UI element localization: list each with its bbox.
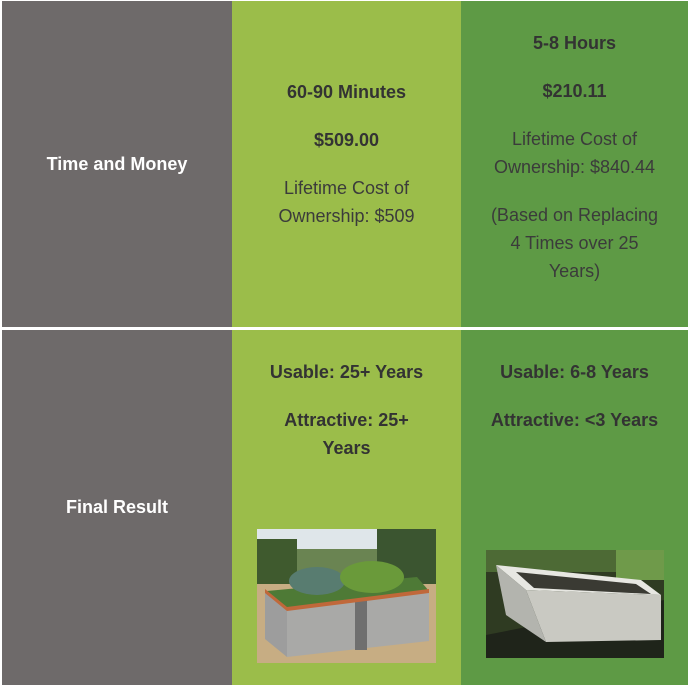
lifetime-cost: Lifetime Cost of Ownership: $509 (278, 178, 415, 226)
price: $210.11 (542, 81, 607, 101)
install-time: 60-90 Minutes (286, 82, 407, 102)
price: $509.00 (313, 130, 380, 150)
cell-final-result-option-1 (232, 330, 461, 685)
lifetime-cost: Lifetime Cost of Ownership: $840.44 (493, 129, 656, 177)
row-header-time-and-money (2, 1, 232, 327)
row-label: Final Result (65, 497, 168, 517)
usable-years: Usable: 25+ Years (269, 362, 424, 382)
metal-raised-bed-photo (257, 529, 436, 663)
attractive-years: Attractive: 25+ Years (284, 410, 409, 458)
cell-time-money-option-1 (232, 1, 461, 327)
usable-years: Usable: 6-8 Years (500, 362, 649, 382)
cell-time-money-option-2 (461, 1, 688, 327)
replacement-note: (Based on Replacing 4 Times over 25 Years) (490, 205, 659, 281)
install-time: 5-8 Hours (532, 33, 617, 53)
row-label: Time and Money (46, 153, 188, 174)
wood-raised-bed-photo (486, 550, 664, 658)
row-header-final-result (2, 330, 232, 685)
attractive-years: Attractive: <3 Years (490, 410, 659, 430)
cell-final-result-option-2 (461, 330, 688, 685)
